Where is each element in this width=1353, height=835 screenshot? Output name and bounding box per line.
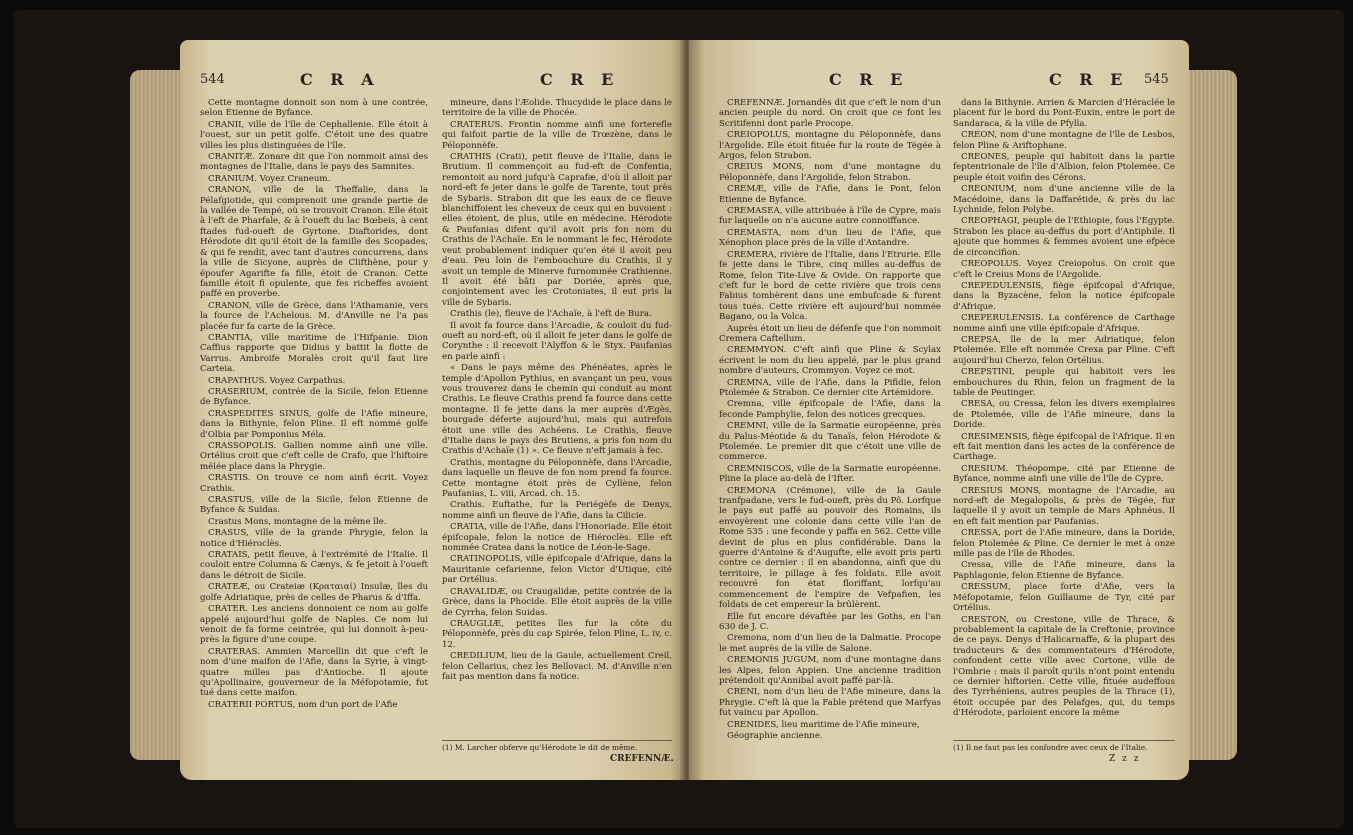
dictionary-entry: CREONES, peuple qui habitoit dans la partie feptentrionale de l'île d'Albion, felon Ptolemée. Ce peuple étoit voifin des Cérons. bbox=[953, 152, 1175, 183]
catchword: CREFENNÆ. bbox=[610, 754, 674, 764]
dictionary-entry: CREMERA, rivière de l'Italie, dans l'Etrurie. Elle fe jette dans le Tibre, cinq milles au-deffus de Rome, felon Tite-Live & Ovide. On rapporte que c'eft fur le bord de cette rivière que trois cens Fabius tombèrent dans une embufcade & furent tous tués. Cette rivière eft aujourd'hui nommée Bagano, ou la Volca. bbox=[719, 249, 941, 323]
dictionary-entry: CRASTUS, ville de la Sicile, felon Etienne de Byfance & Suidas. bbox=[200, 495, 428, 516]
dictionary-entry: CRATER. Les anciens donnoient ce nom au golfe appelé aujourd'hui golfe de Naples. Ce nom lui venoit de fa forme ceintrée, qui lui donnoit à-peu-près la figure d'une coupe. bbox=[200, 604, 428, 646]
right-column-1 bbox=[719, 98, 941, 742]
left-column-1 bbox=[200, 98, 428, 711]
left-page-header bbox=[180, 68, 685, 94]
dictionary-entry: Il avoit fa fource dans l'Arcadie, & couloit du fud-oueft au nord-eft, où il alloit fe jeter dans le golfe de Corynthe : il recevoit l'Alyffon & le Styx. Paufanias en parle ainfi : bbox=[442, 320, 672, 362]
running-head: C R E bbox=[829, 70, 909, 89]
dictionary-entry: Crathis, montagne du Péloponnèfe, dans l'Arcadie, dans laquelle un fleuve de fon nom prend fa fource. Cette montagne étoit près de Cyllène, felon Paufanias, L. viii, Arcad. ch. 15. bbox=[442, 457, 672, 500]
dictionary-entry: CRANON, ville de Grèce, dans l'Athamanie, vers la fource de l'Achelous. M. d'Anville ne l'a pas placée fur fa carte de la Grèce. bbox=[200, 300, 428, 332]
dictionary-entry: CRASTIS. On trouve ce nom ainfi écrit. Voyez Crathis. bbox=[200, 473, 428, 494]
dictionary-entry: CRANITÆ. Zonare dit que l'on nommoit ainsi des montagnes de l'Italie, dans le pays des Samnites. bbox=[200, 152, 428, 173]
dictionary-entry: CRATERII PORTUS, nom d'un port de l'Afie bbox=[208, 699, 398, 710]
dictionary-entry: CRESIMENSIS, fiège épifcopal de l'Afrique. Il en eft fait mention dans les actes de la conférence de Carthage. bbox=[953, 431, 1175, 463]
dictionary-entry: CRENI, nom d'un lieu de l'Afie mineure, dans la Phrygie. C'eft là que la Fable prétend que Marfyas fut vaincu par Apollon. bbox=[719, 687, 941, 719]
dictionary-entry: CRANII, ville de l'île de Cephallenie. Elle étoit à l'ouest, sur un petit golfe. C'étoit une des quatre villes les plus distinguées de l'île. bbox=[200, 119, 428, 151]
dictionary-entry: « Dans le pays même des Phénéates, après le temple d'Apollon Pythius, en avançant un peu, vous vous trouverez dans le chemin qui conduit au mont Crathis. Le fleuve Crathis prend fa fource dans cette montagne. Il fe jette dans la mer auprès d'Ægès, bourgade déferte aujourd'hui, mais qui autrefois étoit une ville des Achéens. Le Crathis, fleuve d'Italie dans le pays des Brutiens, a pris fon nom du Crathis d'Achaïe (1) ». Ce fleuve n'eft jamais à fec. bbox=[442, 363, 672, 457]
dictionary-entry: Cette montagne donnoit son nom à une contrée, selon Etienne de Byfance. bbox=[200, 98, 428, 119]
dictionary-entry: CRESA, ou Cressa, felon les divers exemplaires de Ptolemée, ville de l'Afie mineure, dans la Doride. bbox=[953, 399, 1175, 431]
dictionary-entry: CRATERAS. Ammien Marcellin dit que c'eft le nom d'une maifon de l'Afie, dans la Syrie, à vingt-quatre milles pas d'Antioche. Il ajoute qu'Apollinaire, gouverneur de la Méfopotamie, fut tué dans cette maifon. bbox=[200, 646, 428, 699]
dictionary-entry: CRATEÆ, ou Crateiæ (Κραταιαί) Insulæ, îles du golfe Adriatique, près de celles de Pharus & d'Iffa. bbox=[200, 582, 428, 603]
dictionary-entry: CRAVALIDÆ, ou Craugalidæ, petite contrée de la Grèce, dans la Phocide. Elle étoit auprès de la ville de Cyrrha, felon Suidas. bbox=[442, 586, 672, 618]
dictionary-entry: Cremona, nom d'un lieu de la Dalmatie. Procope le met auprès de la ville de Salone. bbox=[719, 633, 941, 654]
running-head: C R A bbox=[300, 70, 380, 89]
dictionary-entry: CRASPEDITES SINUS, golfe de l'Afie mineure, dans la Bithynie, felon Pline. Il eft nommé golfe d'Olbia par Pomponius Méla. bbox=[200, 408, 428, 440]
footnote: (1) M. Larcher obferve qu'Hérodote le dit de même. bbox=[442, 740, 672, 752]
dictionary-entry: CRAUGLIÆ, petites îles fur la côte du Péloponnèfe, près du cap Spirée, felon Pline, L. iv, c. 12. bbox=[442, 618, 672, 650]
dictionary-entry: CREMNI, ville de la Sarmatie européenne, près du Palus-Méotide & du Tanaïs, felon Hérodote & Ptolemée. Le premier dit que c'étoit une ville de commerce. bbox=[719, 421, 941, 463]
dictionary-entry: CREMASTA, nom d'un lieu de l'Afie, que Xénophon place près de la ville d'Antandre. bbox=[719, 227, 941, 249]
dictionary-entry: CRASERIUM, contrée de la Sicile, felon Etienne de Byfance. bbox=[200, 386, 428, 408]
dictionary-entry: CRASSOPOLIS. Gallien nomme ainfi une ville. Ortélius croit que c'eft celle de Crafo, que l'hiftoire mêlée place dans la Phrygie. bbox=[200, 441, 428, 472]
dictionary-entry: CREON, nom d'une montagne de l'île de Lesbos, felon Pline & Ariftophane. bbox=[953, 130, 1175, 151]
dictionary-entry: Crastus Mons, montagne de la même île. bbox=[208, 516, 387, 527]
right-page-edges bbox=[1189, 70, 1237, 760]
page-number: 544 bbox=[200, 72, 225, 87]
dictionary-entry: CREMNA, ville de l'Afie, dans la Pifidie, felon Ptolemée & Strabon. Ce dernier cite Artémidore. bbox=[719, 377, 941, 398]
dictionary-entry: Cremna, ville épifcopale de l'Afie, dans la feconde Pamphylie, felon des notices grecques. bbox=[719, 399, 941, 420]
running-head: C R E bbox=[540, 70, 620, 89]
dictionary-entry: CRANON, ville de la Theffalie, dans la Pélafgiotide, qui comprenoit une grande partie de la vallée de Tempé, où se trouvoit Cranon. Elle étoit à l'eft de Pharfale, & à l'oueft du lac Bœbeis, à cent ftades fud-oueft de Gyrtone. Diaftorides, dont Hérodote dit qu'il étoit de la famille des Scopades, & qui fe rendit, avec tant d'autres concurrens, dans la ville de Sicyone, auprès de Clifthène, pour y époufer Agarifte fa fille, étoit de Cranon. Cette famille étoit fi opulente, que fes richeffes avoient paffé en proverbe. bbox=[200, 185, 428, 300]
dictionary-entry: CRATIA, ville de l'Afie, dans l'Honoriade. Elle étoit épifcopale, felon la notice de Hiéroclès. Elle eft nommée Cratea dans la notice de Léon-le-Sage. bbox=[442, 522, 672, 554]
dictionary-entry: CRATERUS. Frontin nomme ainfi une forterefle qui faifoit partie de la ville de Trœzène, dans le Péloponnèfe. bbox=[442, 119, 672, 151]
dictionary-entry: mineure, dans l'Æolide. Thucydide le place dans le territoire de la ville de Phocée. bbox=[442, 98, 672, 119]
dictionary-entry: CRANIUM. Voyez Craneum. bbox=[208, 173, 331, 184]
dictionary-entry: CREOPHAGI, peuple de l'Ethiopie, fous l'Egypte. Strabon les place au-deffus du port d'Antiphile. Il ajoute que hommes & femmes avoient une efpèce de circoncifion. bbox=[953, 216, 1175, 258]
dictionary-entry: CRATINOPOLIS, ville épifcopale d'Afrique, dans la Mauritanie cefarienne, felon Victor d'Utique, cité par Ortélius. bbox=[442, 554, 672, 586]
dictionary-entry: CREIUS MONS, nom d'une montagne du Péloponnèfe, dans l'Argolide, felon Strabon. bbox=[719, 162, 941, 183]
dictionary-entry: dans la Bithynie. Arrien & Marcien d'Héraclée le placent fur le bord du Pont-Euxin, entre le port de Sandaraca, & la ville de Pfylla. bbox=[953, 98, 1175, 129]
dictionary-entry: CRAPATHUS. Voyez Carpathus. bbox=[208, 375, 346, 386]
dictionary-entry: CREPSTINI, peuple qui habitoit vers les embouchures du Rhin, felon un fragment de la table de Peutinger. bbox=[953, 367, 1175, 398]
dictionary-entry: CREPERULENSIS. La conférence de Carthage nomme ainfi une ville épifcopale d'Afrique. bbox=[953, 313, 1175, 334]
dictionary-entry: CRESSA, port de l'Afie mineure, dans la Doride, felon Ptolemée & Pline. Ce dernier le met à onze mille pas de l'île de Rhodes. bbox=[953, 528, 1175, 560]
dictionary-entry: CREMONIS JUGUM, nom d'une montagne dans les Alpes, felon Appien. Une ancienne tradition prétendoit qu'Annibal avoit paffé par-là. bbox=[719, 655, 941, 686]
dictionary-entry: CREMMYON. C'eft ainfi que Pline & Scylax écrivent le nom du lieu appelé, par le plus grand nombre d'auteurs, Crommyon. Voyez ce mot. bbox=[719, 345, 941, 377]
dictionary-entry: CREOPOLUS. Voyez Creiopolus. On croit que c'eft le Creius Mons de l'Argolide. bbox=[953, 259, 1175, 280]
running-head: C R E bbox=[1049, 70, 1129, 89]
right-page bbox=[689, 40, 1189, 780]
dictionary-entry: CRESTON, ou Crestone, ville de Thrace, & probablement la capitale de la Creftonie, province de ce pays. Denys d'Halicarnaffe, & la plupart des traducteurs & des commentateurs d'Hérodote, confondent cette ville avec Cortone, ville de l'Ombrie : mais il paroît qu'ils n'ont point entendu ce dernier hiftorien. Cette ville, fituée audeffous des Tyrrhéniens, autres peuples de la Thrace (1), étoit occupée par des Pelafges, qui, du temps d'Hérodote, parloient encore la même bbox=[953, 614, 1175, 719]
dictionary-entry: CRASUS, ville de la grande Phrygie, felon la notice d'Hiéroclès. bbox=[200, 528, 428, 549]
dictionary-entry: Géographie ancienne. bbox=[727, 730, 823, 741]
dictionary-entry: CREMONA (Crémone), ville de la Gaule tranfpadane, vers le fud-oueft, près du Pô. Lorfque le pays eut paffé au pouvoir des Romains, ils envoyèrent une colonie dans cette ville l'an de Rome 535 : une feconde y paffa en 562. Cette ville devint de plus en plus confidérable. Dans la guerre d'Antoine & d'Augufte, elle avoit pris parti contre ce dernier : il en abandonna, ainfi que du territoire, le pillage à fes foldats. Elle avoit recouvré fon état floriffant, lorfqu'au commencement de l'empire de Vefpafien, les foldats de cet empereur la brûlèrent. bbox=[719, 485, 941, 611]
dictionary-entry: Crathis. Euftathe, fur la Periégèfe de Denys, nomme ainfi un fleuve de l'Afie, dans la Cilicie. bbox=[442, 500, 672, 521]
dictionary-entry: CREPSA, île de la mer Adriatique, felon Ptolemée. Elle eft nommée Crexa par Pline. C'eft aujourd'hui Cherzo, felon Ortélius. bbox=[953, 334, 1175, 366]
dictionary-entry: CRATHIS (Crati), petit fleuve de l'Italie, dans le Brutium. Il commençoit au fud-eft de Confentia, remontoit au nord jufqu'à Caprafæ, d'où il alloit par nord-eft fe jeter dans le golfe de Tarente, tout près de Sybaris. Strabon dit que les eaux de ce fleuve blanchiffoient les cheveux de ceux qui en buvoient : elles étoient, de plus, utile en médecine. Hérodote & Paufanias difent qu'il avoit pris fon nom du Crathis de l'Achaïe. En le nommant le fec, Hérodote veut probablement indiquer qu'en été il avoit peu d'eau. Peu loin de l'embouchure du Crathis, il y avoit un temple de Minerve furnommée Crathienne. Il avoit été bâti par Doriée, après que, conjointement avec les Crotoniates, il eut pris la ville de Sybaris. bbox=[442, 152, 672, 308]
dictionary-entry: CREIOPOLUS, montagne du Péloponnèfe, dans l'Argolide. Elle étoit fituée fur la route de Tégée à Argos, felon Strabon. bbox=[719, 130, 941, 162]
dictionary-entry: CREMNISCOS, ville de la Sarmatie européenne. Pline la place au-delà de l'Ifter. bbox=[719, 463, 941, 485]
dictionary-entry: CREONIUM, nom d'une ancienne ville de la Macédoine, dans la Daffarétide, & près du lac Lychnide, felon Polybe. bbox=[953, 184, 1175, 216]
signature-mark: Z z z bbox=[1109, 754, 1141, 764]
left-page bbox=[180, 40, 685, 780]
dictionary-entry: CRENIDES, lieu maritime de l'Afie mineure, bbox=[727, 719, 920, 730]
dictionary-entry: CREDILIUM, lieu de la Gaule, actuellement Creil, felon Cellarius, chez les Bellovaci. M. d'Anville n'en fait pas mention dans fa notice. bbox=[442, 651, 672, 682]
right-page-header bbox=[689, 68, 1189, 94]
dictionary-entry: CREPEDULENSIS, fiège épifcopal d'Afrique, dans la Byzacène, felon la notice épifcopale d'Afrique. bbox=[953, 280, 1175, 312]
dictionary-entry: Cressa, ville de l'Afie mineure, dans la Paphlagonie, felon Etienne de Byfance. bbox=[953, 560, 1175, 581]
left-column-2 bbox=[442, 98, 672, 683]
dictionary-entry: CRATAIS, petit fleuve, à l'extrémité de l'Italie. Il couloit entre Columna & Cænys, & fe jetoit à l'oueft dans le détroit de Sicile. bbox=[200, 550, 428, 581]
dictionary-entry: CRESIUS MONS, montagne de l'Arcadie, au nord-eft de Megalopolis, & près de Tégée, fur laquelle il y avoit un temple de Mars Aphnéus. Il en eft fait mention par Paufanias. bbox=[953, 485, 1175, 527]
right-column-2 bbox=[953, 98, 1175, 720]
left-page-edges bbox=[130, 70, 182, 760]
dictionary-entry: Auprès étoit un lieu de défenfe que l'on nommoit Cremera Caftellum. bbox=[719, 323, 941, 344]
dictionary-entry: CRESIUM. Théopompe, cité par Etienne de Byfance, nomme ainfi une ville de l'île de Cypre. bbox=[953, 463, 1175, 485]
dictionary-entry: Elle fut encore dévaftée par les Goths, en l'an 630 de J. C. bbox=[719, 611, 941, 632]
dictionary-entry: CREMÆ, ville de l'Afie, dans le Pont, felon Etienne de Byfance. bbox=[719, 184, 941, 205]
dictionary-entry: Crathis (le), fleuve de l'Achaïe, à l'eft de Bura. bbox=[450, 309, 652, 320]
dictionary-entry: CRANTIA, ville maritime de l'Hifpanie. Dion Caffius rapporte que Didius y battit la flotte de Varrus. Ambroife Moralès croit qu'il faut lire Carteia. bbox=[200, 332, 428, 375]
dictionary-entry: CREFENNÆ. Jornandès dit que c'eft le nom d'un ancien peuple du nord. On croit que ce font les Scritifenni dont parle Procope. bbox=[719, 98, 941, 129]
dictionary-entry: CRESSUM, place forte d'Afie, vers la Méfopotamie, felon Guillaume de Tyr, cité par Ortélius. bbox=[953, 582, 1175, 614]
page-number: 545 bbox=[1144, 72, 1169, 87]
footnote: (1) Il ne faut pas les confondre avec ceux de l'Italie. bbox=[953, 740, 1175, 752]
dictionary-entry: CREMASEA, ville attribuée à l'île de Cypre, mais fur laquelle on n'a aucune autre connoiffance. bbox=[719, 206, 941, 227]
